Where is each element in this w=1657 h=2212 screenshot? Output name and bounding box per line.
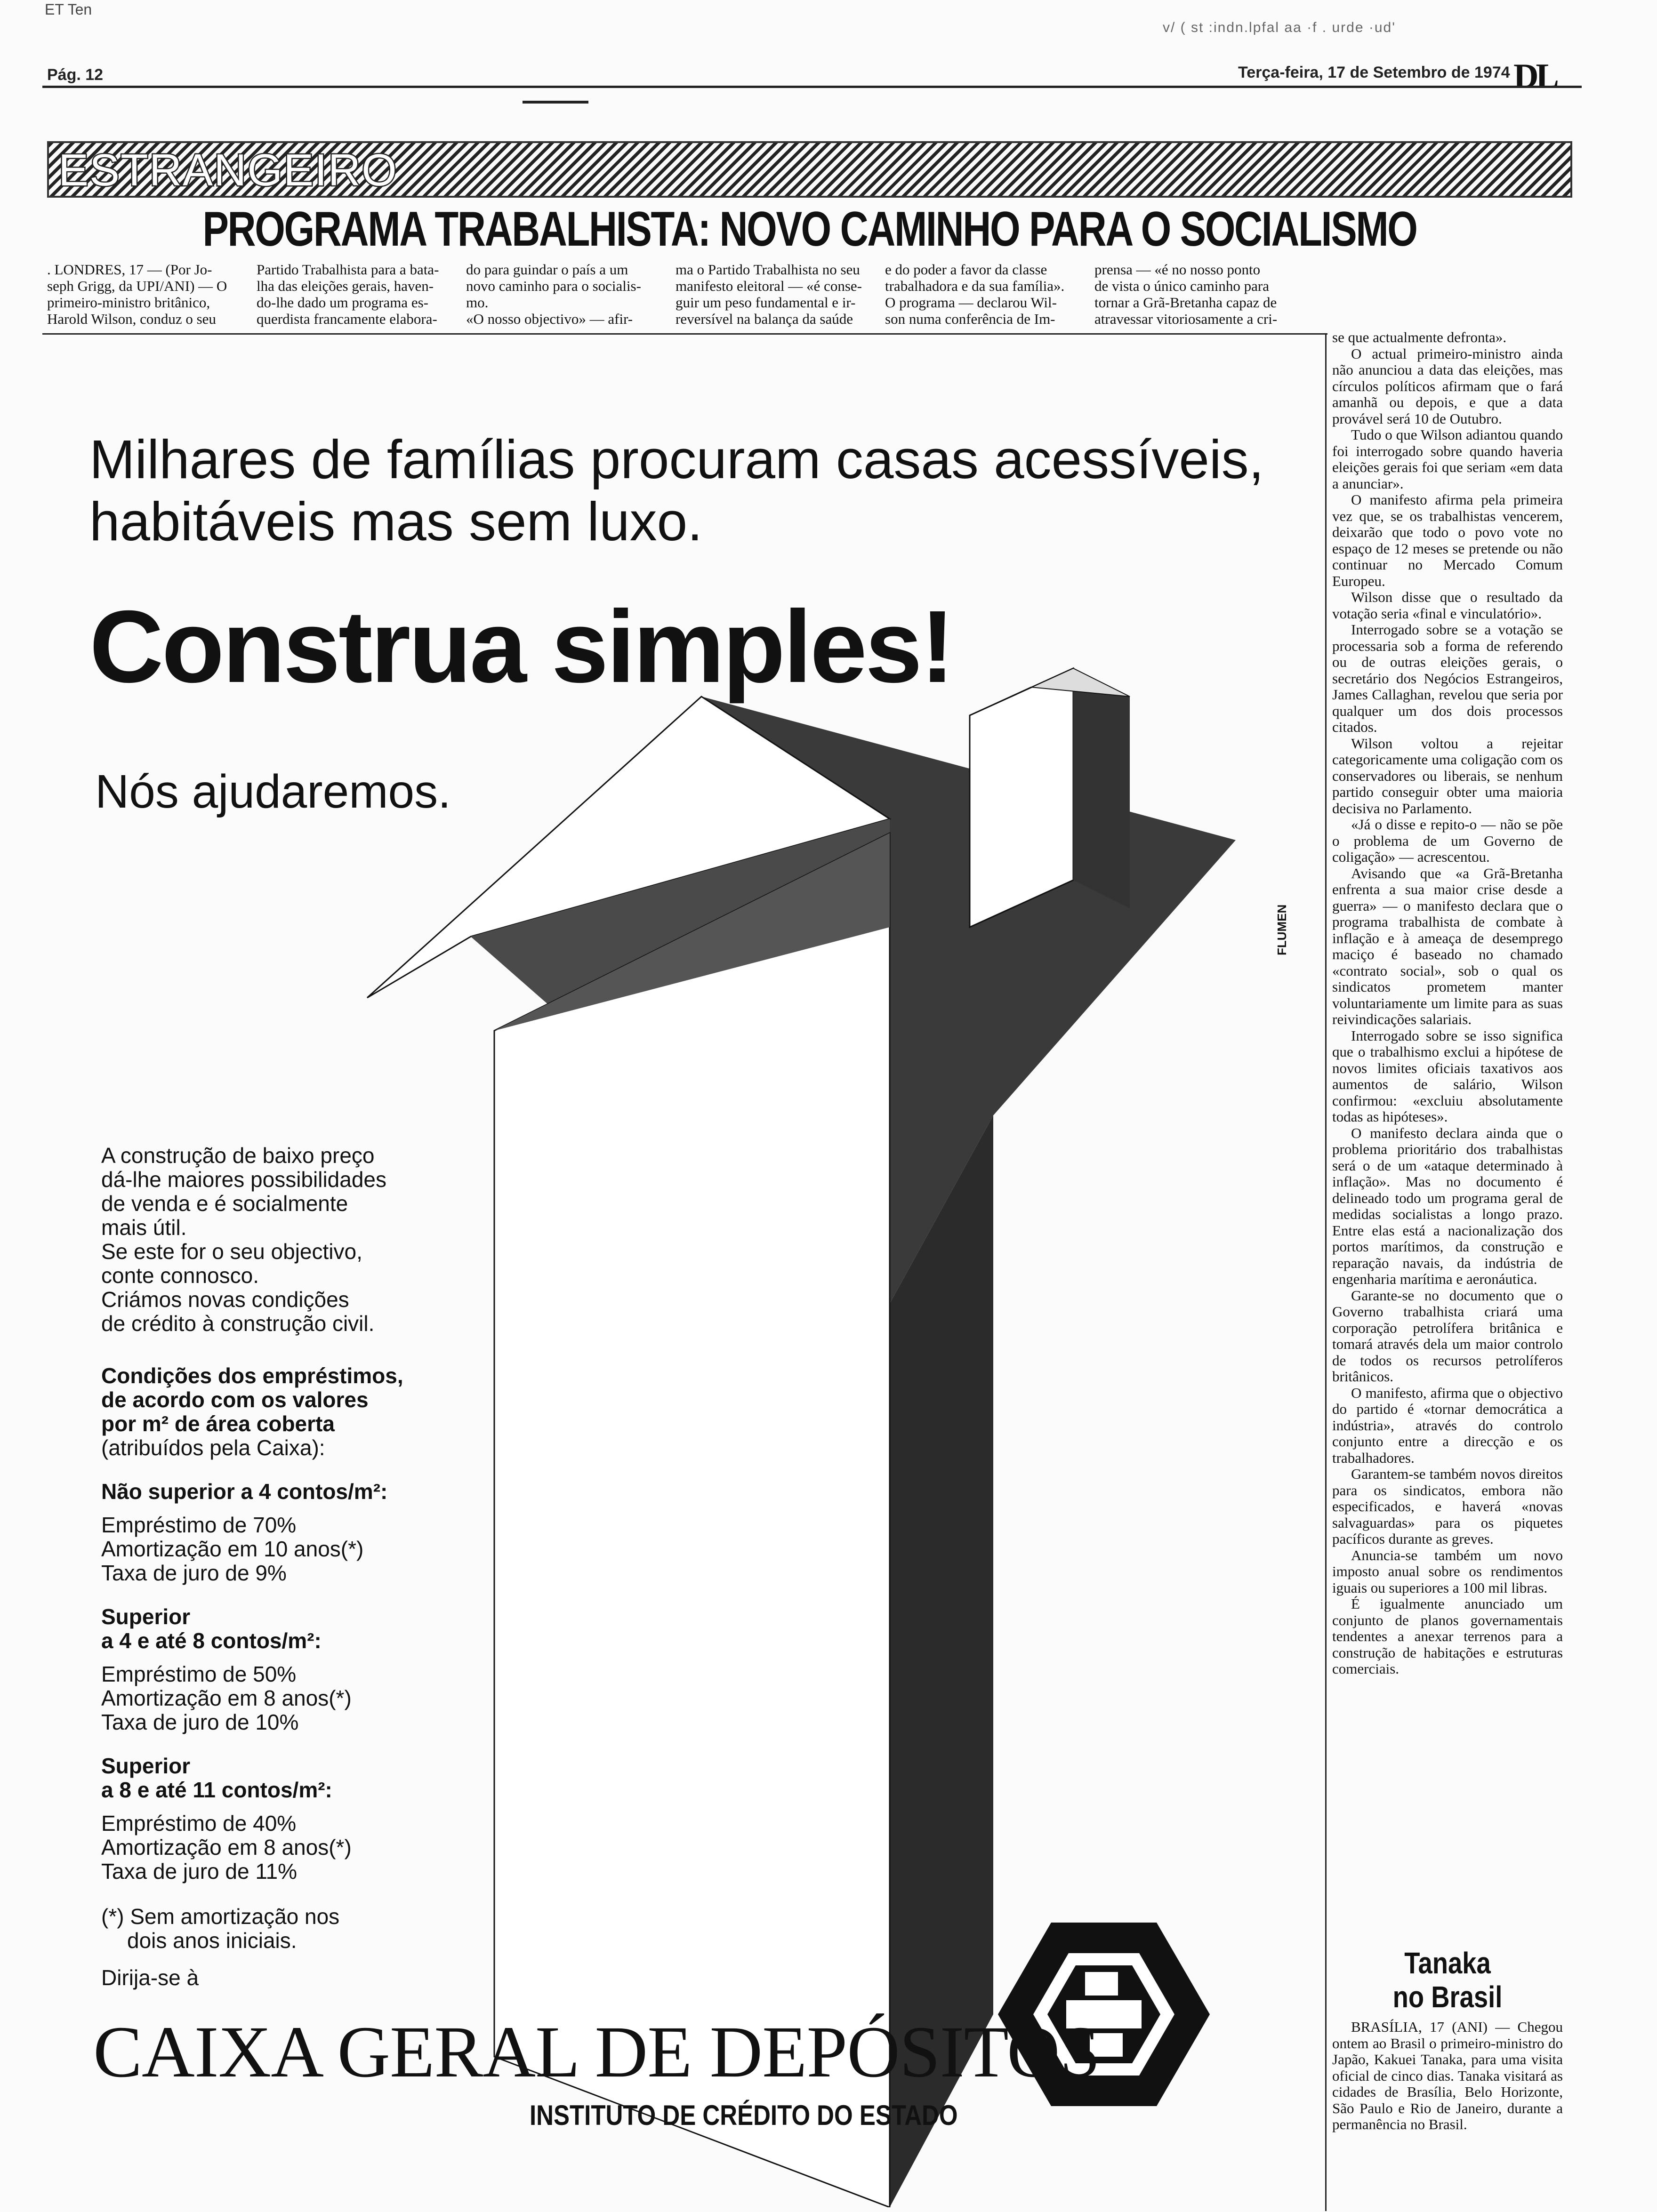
sidebar-story-paragraph: BRASÍLIA, 17 (ANI) — Chegou ontem ao Brasil o primeiro-ministro do Japão, Kakuei Tanaka, para uma visita oficial de cinco dias. Tanaka visitará as cidades de Brasília, Belo Horizonte, São Paulo e Rio de Janeiro, durante a permanência no Brasil. bbox=[1332, 2019, 1563, 2132]
article-paragraph: Anuncia-se também um novo imposto anual sobre os rendimentos iguais ou superiores a 100 mil libras. bbox=[1332, 1547, 1563, 1596]
article-line: querdista francamente elabora- bbox=[257, 311, 437, 327]
article-line: ma o Partido Trabalhista no seu bbox=[676, 261, 860, 278]
article-line: son numa conferência de Im- bbox=[885, 311, 1055, 327]
ad-line: dois anos iniciais. bbox=[127, 1928, 297, 1953]
ad-line: dá-lhe maiores possibilidades bbox=[101, 1167, 386, 1192]
article-paragraph: Avisando que «a Grã-Bretanha enfrenta a sua maior crise desde a guerra» — o manifesto declara que o programa trabalhista de combate à inflação e à ameaça de desemprego maciço é baseado no chamado «contrato social», sob o qual os sindicatos prometem manter voluntariamente um limite para as suas reivindicações salariais. bbox=[1332, 865, 1563, 1027]
ad-line: a 4 e até 8 contos/m²: bbox=[101, 1628, 322, 1653]
article-line: primeiro-ministro britânico, bbox=[47, 294, 210, 311]
house-wall-white bbox=[494, 833, 890, 2207]
ad-line: Condições dos empréstimos, bbox=[101, 1363, 403, 1388]
article-line: e do poder a favor da classe bbox=[885, 261, 1047, 278]
ad-line: Criámos novas condições bbox=[101, 1287, 349, 1312]
ad-line: Amortização em 8 anos(*) bbox=[101, 1835, 352, 1859]
article-top-column bbox=[466, 261, 666, 327]
ad-headline-line1: Milhares de famílias procuram casas acessíveis, bbox=[89, 429, 1264, 490]
article-paragraph: É igualmente anunciado um conjunto de planos governamentais tendentes a anexar terrenos para a construção de habitações e estruturas comerciais. bbox=[1332, 1595, 1563, 1677]
bank-name: CAIXA GERAL DE DEPÓSITOS bbox=[93, 2011, 1100, 2092]
newspaper-logo: DL bbox=[1513, 57, 1556, 96]
ad-line: de venda e é socialmente bbox=[101, 1191, 348, 1216]
corner-mark: ET Ten bbox=[45, 1, 92, 18]
ad-line: conte connosco. bbox=[101, 1263, 259, 1288]
advertisement bbox=[47, 339, 1316, 2207]
ad-contact: Dirija-se à bbox=[101, 1965, 199, 1990]
article-line: de vista o único caminho para bbox=[1094, 278, 1270, 294]
ad-line: Superior bbox=[101, 1754, 191, 1778]
article-top-column bbox=[257, 261, 457, 327]
article-paragraph: Garantem-se também novos direitos para os sindicatos, embora não especificados, e haverá «novas salvaguardas» para os piquetes pacíficos durante as greves. bbox=[1332, 1466, 1563, 1547]
sidebar-title-line1: Tanaka bbox=[1404, 1946, 1491, 1980]
article-right-column bbox=[1332, 329, 1563, 1677]
page-number: Pág. 12 bbox=[47, 66, 104, 84]
article-paragraph: «Já o disse e repito-o — não se põe o problema de um Governo de coligação» — acrescentou. bbox=[1332, 816, 1563, 865]
article-line: O programa — declarou Wil- bbox=[885, 294, 1057, 311]
column-rule-vertical bbox=[1325, 333, 1327, 2211]
bank-subtitle: INSTITUTO DE CRÉDITO DO ESTADO bbox=[530, 2100, 958, 2131]
ad-line: Amortização em 8 anos(*) bbox=[101, 1686, 352, 1710]
article-top-column bbox=[885, 261, 1085, 327]
article-paragraph: Garante-se no documento que o Governo trabalhista criará uma corporação petrolífera britânica e tomará através dela um maior controlo de todos os recursos petrolíferos britânicos. bbox=[1332, 1287, 1563, 1385]
article-paragraph: Interrogado sobre se a votação se processaria sob a forma de referendo ou de outras eleições gerais, o secretário dos Negócios Estrangeiros, James Callaghan, revelou que seria por qualquer um dos dois processos citados. bbox=[1332, 621, 1563, 735]
article-line: . LONDRES, 17 — (Por Jo- bbox=[47, 261, 212, 278]
article-line: reversível na balança da saúde bbox=[676, 311, 853, 327]
ad-line: Amortização em 10 anos(*) bbox=[101, 1537, 364, 1561]
article-line: do para guindar o país a um bbox=[466, 261, 628, 278]
section-label: ESTRANGEIRO bbox=[58, 145, 398, 195]
article-top-column bbox=[676, 261, 876, 327]
article-paragraph: Wilson disse que o resultado da votação seria «final e vinculatório». bbox=[1332, 589, 1563, 622]
article-paragraph: O manifesto afirma pela primeira vez que, se os trabalhistas vencerem, deixarão que todo o povo vote no espaço de 12 meses se pretende ou não continuar no Mercado Comum Europeu. bbox=[1332, 491, 1563, 589]
ad-line: Empréstimo de 70% bbox=[101, 1513, 297, 1537]
ad-slogan: Construa simples! bbox=[89, 590, 953, 704]
ad-line: de crédito à construção civil. bbox=[101, 1311, 375, 1336]
chimney-side bbox=[1073, 668, 1130, 908]
ad-line: Superior bbox=[101, 1604, 191, 1629]
sidebar-title-line2: no Brasil bbox=[1392, 1980, 1503, 2014]
article-paragraph: se que actualmente defronta». bbox=[1332, 329, 1507, 345]
ad-line: Se este for o seu objectivo, bbox=[101, 1239, 362, 1264]
ad-line: Empréstimo de 40% bbox=[101, 1811, 297, 1835]
article-line: tornar a Grã-Bretanha capaz de bbox=[1094, 294, 1277, 311]
ad-line: (*) Sem amortização nos bbox=[101, 1904, 340, 1929]
ad-subslogan: Nós ajudaremos. bbox=[95, 765, 451, 818]
ad-line: mais útil. bbox=[101, 1215, 187, 1240]
ad-headline bbox=[89, 428, 1360, 553]
article-top-column bbox=[1094, 261, 1295, 327]
masthead-rule bbox=[42, 86, 1582, 88]
article-line: do-lhe dado um programa es- bbox=[257, 294, 428, 311]
ad-line: Empréstimo de 50% bbox=[101, 1662, 297, 1686]
ad-headline-line2: habitáveis mas sem luxo. bbox=[89, 491, 703, 552]
sidebar-story-text bbox=[1332, 2019, 1563, 2133]
article-line: prensa — «é no nosso ponto bbox=[1094, 261, 1261, 278]
section-band bbox=[47, 141, 1572, 198]
article-paragraph: O manifesto declara ainda que o problema prioritário dos trabalhistas será o de um «ataque determinado à inflação». Mas no documento é delineado todo um programa geral de medidas socialistas a longo prazo. Entre elas está a nacionalização dos portos marítimos, da construção e reparação navais, da indústria de engenharia marítima e aeronáutica. bbox=[1332, 1124, 1563, 1287]
article-paragraph: O manifesto, afirma que o objectivo do partido é «tornar democrática a indústria», através do controlo conjunto entre a direcção e os trabalhadores. bbox=[1332, 1384, 1563, 1466]
ad-line: Taxa de juro de 10% bbox=[101, 1710, 299, 1734]
column-rule-horizontal bbox=[42, 333, 1327, 335]
article-line: Partido Trabalhista para a bata- bbox=[257, 261, 439, 278]
article-line: lha das eleições gerais, haven- bbox=[257, 278, 434, 294]
article-paragraph: Interrogado sobre se isso significa que o trabalhismo exclui a hipótese de novos limites oficiais taxativos aos aumentos de salário, Wilson confirmou: «excluiu absolutamente todas as hipóteses». bbox=[1332, 1027, 1563, 1125]
article-line: guir um peso fundamental e ir- bbox=[676, 294, 856, 311]
article-line: manifesto eleitoral — «é conse- bbox=[676, 278, 862, 294]
article-line: «O nosso objectivo» — afir- bbox=[466, 311, 633, 327]
article-line: atravessar vitoriosamente a cri- bbox=[1094, 311, 1278, 327]
article-line: trabalhadora e da sua família». bbox=[885, 278, 1065, 294]
sidebar-story-title bbox=[1350, 1946, 1546, 2014]
article-line: novo caminho para o socialis- bbox=[466, 278, 641, 294]
ad-body bbox=[101, 1144, 478, 1953]
ad-line: de acordo com os valores bbox=[101, 1387, 369, 1412]
ad-line: Não superior a 4 contos/m²: bbox=[101, 1479, 388, 1504]
ad-line: (atribuídos pela Caixa): bbox=[101, 1435, 325, 1460]
agency-credit: FLUMEN bbox=[1275, 904, 1289, 955]
article-paragraph: Tudo o que Wilson adiantou quando foi interrogado sobre quando haveria eleições gerais foi que seriam «em data a anunciar». bbox=[1332, 426, 1563, 492]
article-line: Harold Wilson, conduz o seu bbox=[47, 311, 216, 327]
article-paragraph: Wilson voltou a rejeitar categoricamente uma coligação com os conservadores ou liberais, se nenhum partido conseguir obter uma maioria decisiva no Parlamento. bbox=[1332, 735, 1563, 817]
article-top-column bbox=[47, 261, 247, 327]
article-headline: PROGRAMA TRABALHISTA: NOVO CAMINHO PARA O SOCIALISMO bbox=[202, 202, 1417, 256]
ad-line: Taxa de juro de 9% bbox=[101, 1561, 287, 1585]
article-line: seph Grigg, da UPI/ANI) — O bbox=[47, 278, 227, 294]
issue-date: Terça-feira, 17 de Setembro de 1974 bbox=[1238, 64, 1510, 81]
ad-line: a 8 e até 11 contos/m²: bbox=[101, 1778, 332, 1802]
ad-line: A construção de baixo preço bbox=[101, 1143, 375, 1168]
print-smudge bbox=[523, 101, 588, 104]
article-line: mo. bbox=[466, 294, 489, 311]
faint-note: v/ ( st :indn.lpfal aa ·f . urde ·ud' bbox=[1163, 20, 1396, 35]
article-paragraph: O actual primeiro-ministro ainda não anunciou a data das eleições, mas círculos políticos afirmam que o fará amanhã ou depois, e que a data provável será 10 de Outubro. bbox=[1332, 345, 1563, 427]
ad-line: por m² de área coberta bbox=[101, 1411, 335, 1436]
ad-line: Taxa de juro de 11% bbox=[101, 1859, 297, 1883]
